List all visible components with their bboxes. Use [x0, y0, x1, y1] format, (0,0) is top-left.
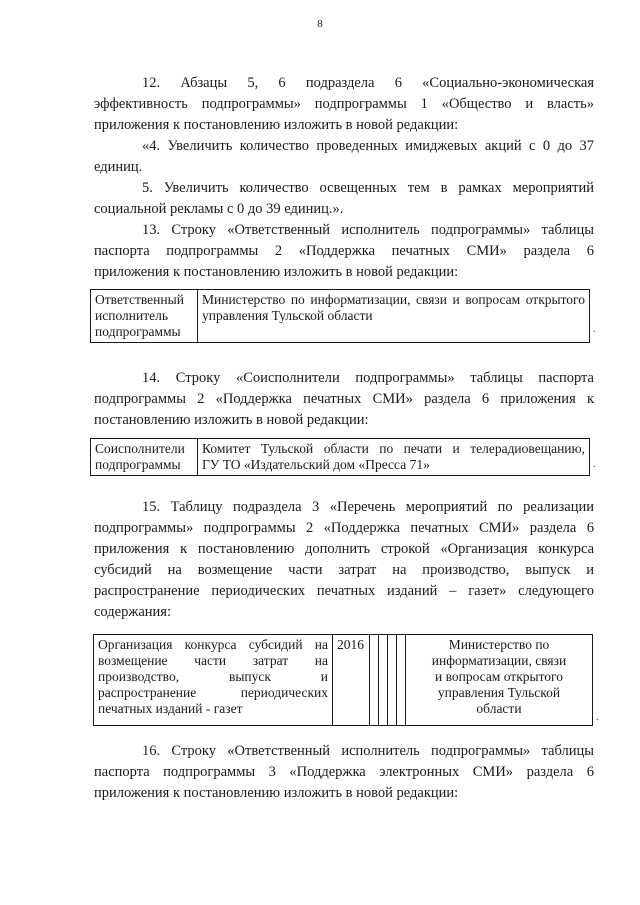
text-line: социальной рекламы с 0 до 39 единиц.». [94, 201, 344, 217]
table-value-cell [198, 290, 590, 343]
cell-line: возмещение части затрат на [98, 653, 328, 668]
paragraph-13 [94, 220, 594, 283]
cell-line: распространение периодических [98, 685, 328, 700]
cell-line: Ответственный [95, 292, 184, 307]
co-executors-table [90, 438, 590, 476]
activities-table [93, 634, 593, 726]
text-line: подпрограммы» подпрограммы 2 «Поддержка печатных СМИ» раздела 6 [94, 520, 594, 536]
page-number: 8 [317, 18, 323, 30]
empty-cell [370, 635, 379, 726]
paragraph-item-4 [94, 136, 594, 178]
cell-line: управления Тульской [437, 685, 561, 700]
text-line: эффективность подпрограммы» подпрограммы 1 «Общество и власть» [94, 96, 594, 112]
text-line: паспорта подпрограммы 2 «Поддержка печатных СМИ» раздела 6 [94, 243, 594, 259]
cell-line: информатизации, связи [431, 653, 567, 668]
empty-cell [379, 635, 388, 726]
year-cell [333, 635, 370, 726]
text-line: постановлению изложить в новой редакции: [94, 412, 369, 428]
text-line: приложения к постановлению дополнить строкой «Организация конкурса [94, 541, 594, 557]
table-value-cell [198, 439, 590, 476]
responsible-executor-table [90, 289, 590, 343]
cell-line: исполнитель [95, 308, 168, 323]
paragraph-12 [94, 73, 594, 136]
cell-line: Организация конкурса субсидий на [98, 637, 328, 652]
text-line: 12. Абзацы 5, 6 подраздела 6 «Социально-экономическая [142, 75, 594, 91]
text-line: «4. Увеличить количество проведенных имиджевых акций с 0 до 37 [142, 138, 594, 154]
executor-cell [406, 635, 593, 726]
cell-line: управления Тульской области [202, 308, 373, 323]
text-line: паспорта подпрограммы 3 «Поддержка электронных СМИ» раздела 6 [94, 764, 594, 780]
text-line: приложения к постановлению изложить в новой редакции: [94, 117, 459, 133]
table-label-cell [91, 290, 198, 343]
text-line: субсидий на возмещение части затрат на производство, выпуск и [94, 562, 594, 578]
text-line: приложения к постановлению изложить в новой редакции: [94, 264, 459, 280]
cell-line: Комитет Тульской области по печати и телерадиовещанию, [202, 441, 585, 456]
table-label-cell [91, 439, 198, 476]
text-line: содержания: [94, 604, 172, 620]
cell-line: ГУ ТО «Издательский дом «Пресса 71» [202, 457, 430, 472]
activity-cell [94, 635, 333, 726]
table-end-mark: . [596, 712, 599, 723]
cell-line: Министерство по [448, 637, 550, 652]
text-line: подпрограммы 2 «Поддержка печатных СМИ» раздела 6 приложения к [94, 391, 594, 407]
text-line: единиц. [94, 159, 143, 175]
paragraph-15 [94, 497, 594, 623]
paragraph-16 [94, 741, 594, 804]
text-line: 16. Строку «Ответственный исполнитель подпрограммы» таблицы [142, 743, 594, 759]
cell-line: производство, выпуск и [98, 669, 328, 684]
empty-cell [397, 635, 406, 726]
cell-line: Соисполнители [95, 441, 185, 456]
cell-line: подпрограммы [95, 324, 181, 339]
cell-line: Министерство по информатизации, связи и вопросам открытого [202, 292, 585, 307]
table-end-mark: . [593, 324, 596, 335]
paragraph-item-5 [94, 178, 594, 220]
empty-cell [388, 635, 397, 726]
cell-line: 2016 [337, 637, 364, 652]
text-line: 14. Строку «Соисполнители подпрограммы» таблицы паспорта [142, 370, 594, 386]
text-line: распространение периодических печатных изданий – газет» следующего [94, 583, 594, 599]
cell-line: подпрограммы [95, 457, 181, 472]
text-line: 5. Увеличить количество освещенных тем в рамках мероприятий [142, 180, 594, 196]
text-line: приложения к постановлению изложить в новой редакции: [94, 785, 459, 801]
cell-line: печатных изданий - газет [98, 701, 243, 716]
table-end-mark: . [593, 459, 596, 470]
cell-line: области [476, 701, 522, 716]
cell-line: и вопросам открытого [434, 669, 564, 684]
paragraph-14 [94, 368, 594, 431]
text-line: 15. Таблицу подраздела 3 «Перечень мероприятий по реализации [142, 499, 594, 515]
text-line: 13. Строку «Ответственный исполнитель подпрограммы» таблицы [142, 222, 594, 238]
